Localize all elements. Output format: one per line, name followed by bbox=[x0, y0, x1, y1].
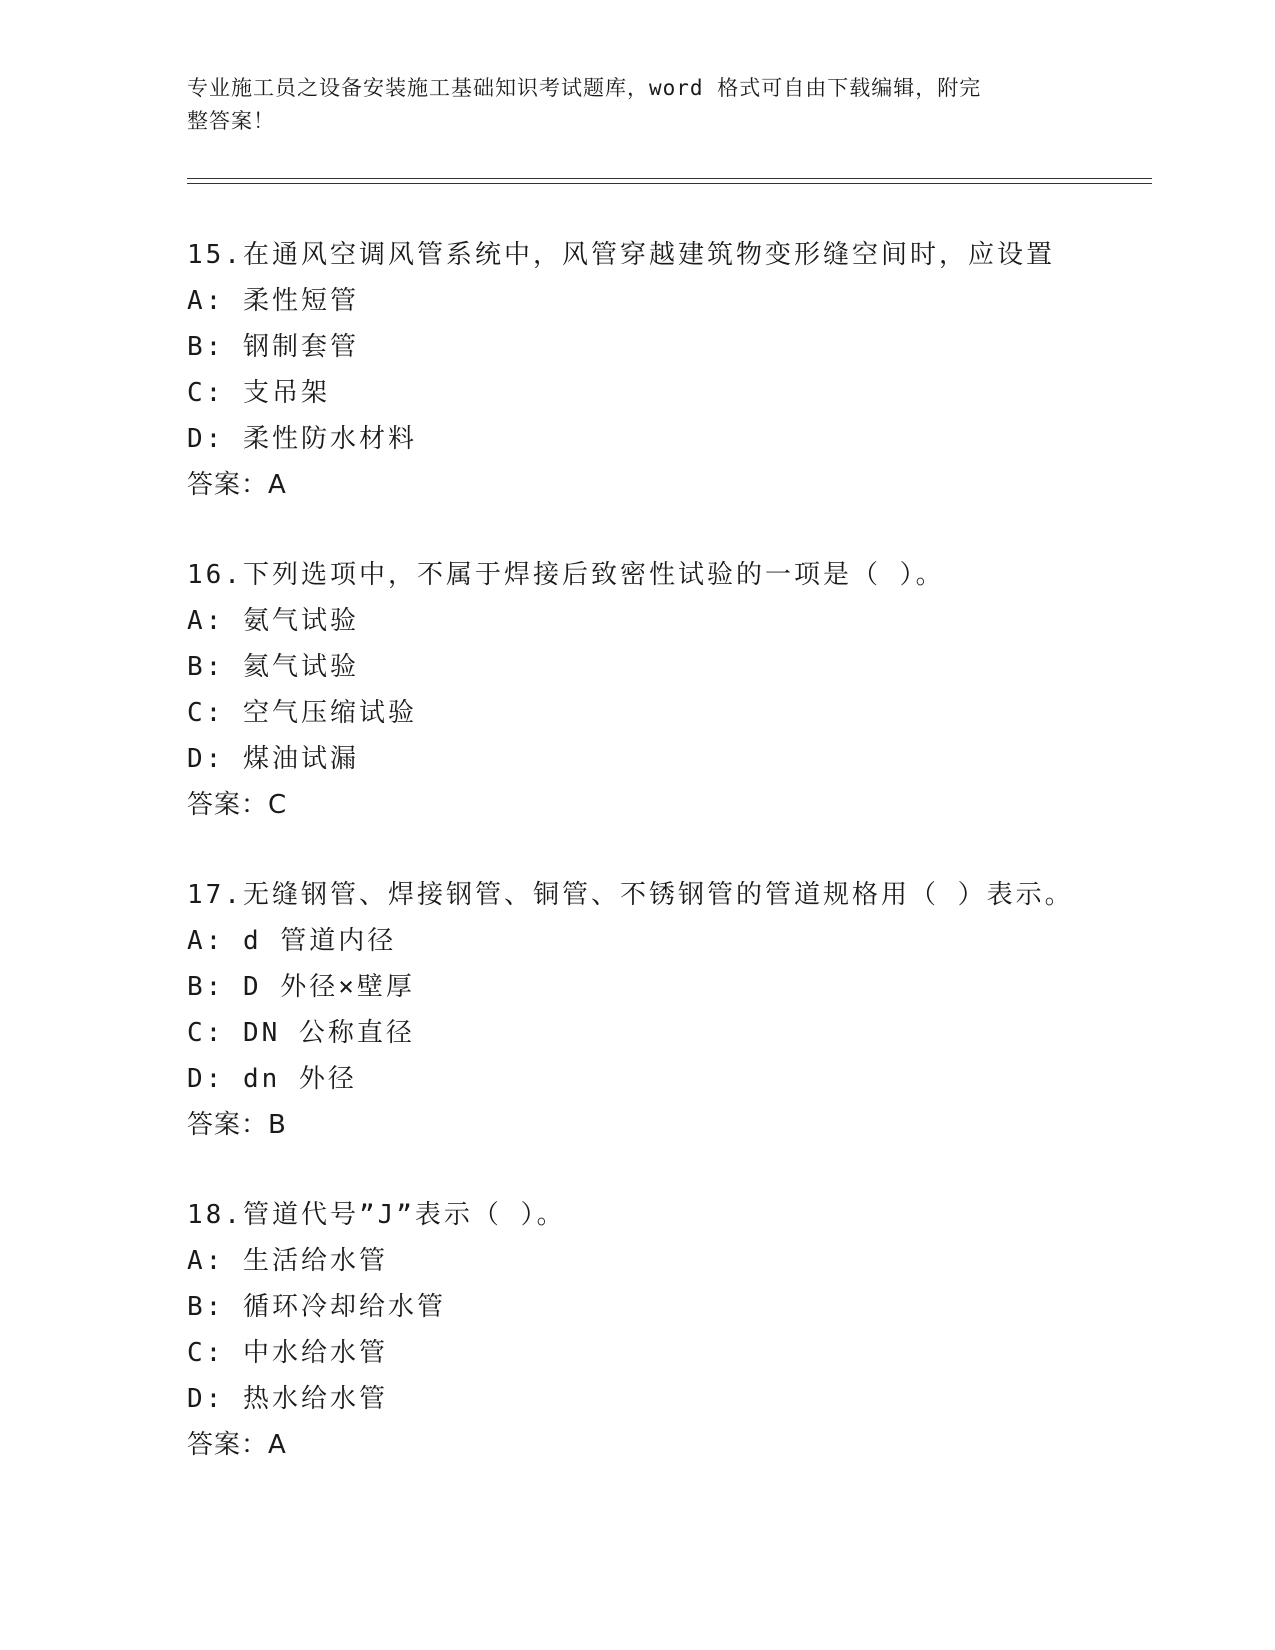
question-title: 16.下列选项中，不属于焊接后致密性试验的一项是（ ）。 bbox=[187, 560, 945, 590]
question-title: 18.管道代号”J”表示（ ）。 bbox=[187, 1200, 566, 1230]
question-title: 17.无缝钢管、焊接钢管、铜管、不锈钢管的管道规格用（ ）表示。 bbox=[187, 880, 1074, 910]
option-b: B: D 外径×壁厚 bbox=[187, 972, 415, 1002]
question-list bbox=[187, 232, 1147, 1512]
answer: 答案：A bbox=[187, 470, 287, 500]
option-d: D: 柔性防水材料 bbox=[187, 424, 417, 454]
question-17 bbox=[187, 872, 1147, 1148]
question-18 bbox=[187, 1192, 1147, 1468]
header-line-1: 专业施工员之设备安装施工基础知识考试题库，word 格式可自由下载编辑，附完 bbox=[187, 76, 982, 100]
option-c: C: DN 公称直径 bbox=[187, 1018, 415, 1048]
option-d: D: 热水给水管 bbox=[187, 1384, 388, 1414]
option-c: C: 空气压缩试验 bbox=[187, 698, 417, 728]
answer: 答案：C bbox=[187, 790, 288, 820]
document-header bbox=[187, 72, 1067, 138]
header-divider-top bbox=[187, 178, 1152, 179]
question-15 bbox=[187, 232, 1147, 508]
option-b: B: 氦气试验 bbox=[187, 652, 359, 682]
question-title: 15.在通风空调风管系统中，风管穿越建筑物变形缝空间时，应设置 bbox=[187, 240, 1055, 270]
option-a: A: 氨气试验 bbox=[187, 606, 359, 636]
question-16 bbox=[187, 552, 1147, 828]
option-a: A: 生活给水管 bbox=[187, 1246, 388, 1276]
option-d: D: 煤油试漏 bbox=[187, 744, 359, 774]
answer: 答案：B bbox=[187, 1110, 287, 1140]
option-a: A: d 管道内径 bbox=[187, 926, 397, 956]
option-b: B: 钢制套管 bbox=[187, 332, 359, 362]
option-c: C: 支吊架 bbox=[187, 378, 330, 408]
answer: 答案：A bbox=[187, 1430, 287, 1460]
option-b: B: 循环冷却给水管 bbox=[187, 1292, 446, 1322]
header-line-2: 整答案！ bbox=[187, 109, 275, 133]
header-divider-bottom bbox=[187, 183, 1152, 184]
option-d: D: dn 外径 bbox=[187, 1064, 357, 1094]
option-c: C: 中水给水管 bbox=[187, 1338, 388, 1368]
option-a: A: 柔性短管 bbox=[187, 286, 359, 316]
